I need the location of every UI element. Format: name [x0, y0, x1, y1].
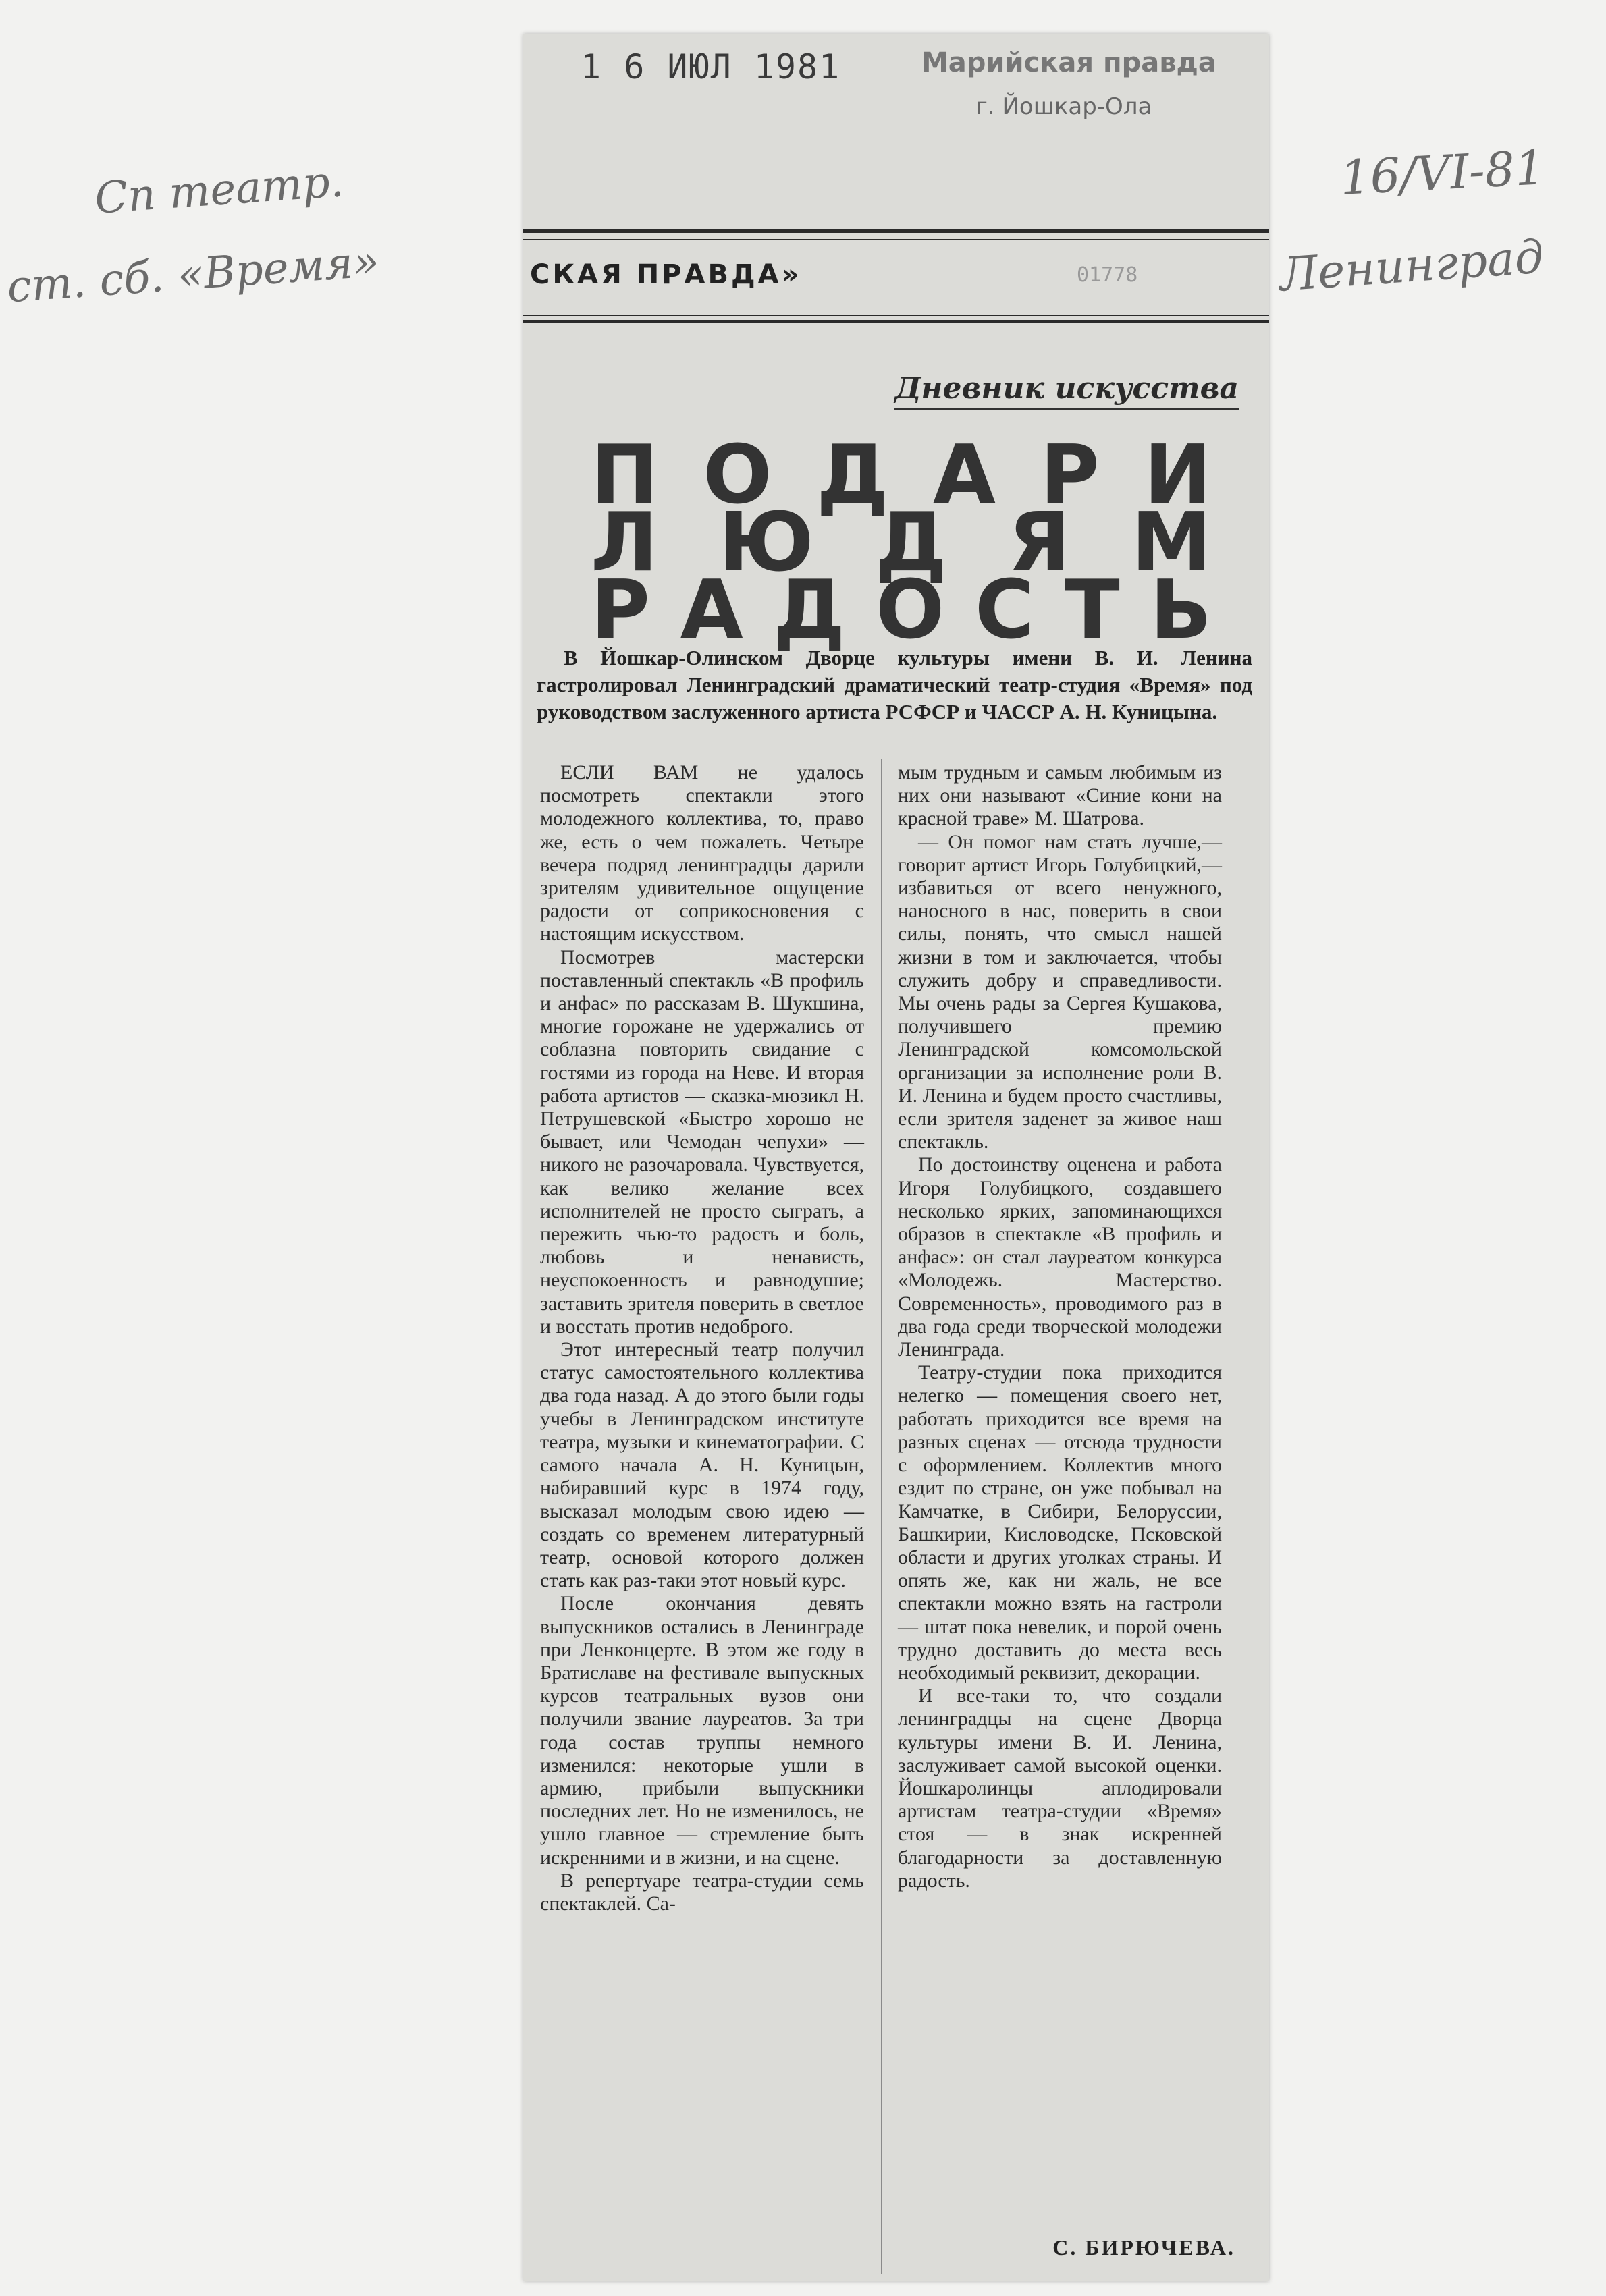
- handwritten-city-right: Ленинград: [1277, 230, 1546, 302]
- city-stamp: г. Йошкар-Ола: [975, 93, 1152, 120]
- handwritten-note-left-1: Сп театр.: [92, 157, 346, 224]
- article-column-right: [898, 761, 1222, 1892]
- paragraph: Театру-студии пока приходится нелегко — помещения своего нет, работать приходится все время на разных сценах — отсюда трудности с оформлением. Коллектив много ездит по стране, он уже побывал на Камчатке, в Сибири, Белоруссии, Башкирии, Кисловодске, Псковской области и других уголках страны. И опять же, как ни жаль, не все спектакли можно взять на гастроли — штат пока невелик, и порой очень трудно доставить до места весь необходимый реквизит, декорации.: [898, 1361, 1222, 1684]
- headline-line-2: Л Ю Д Я М: [591, 496, 1212, 590]
- paragraph: По достоинству оценена и работа Игоря Голубицкого, создавшего несколько ярких, запоминающихся образов в спектакле «В профиль и анфас»: он стал лауреатом конкурса «Молодежь. Мастерство. Современность», проводимого раз в два года среди творческой молодежи Ленинграда.: [898, 1153, 1222, 1361]
- newspaper-stamp: Марийская правда: [921, 47, 1216, 78]
- masthead-rule-top: [523, 229, 1269, 233]
- paragraph: мым трудным и самым любимым из них они называют «Синие кони на красной траве» М. Шатрова.: [898, 761, 1222, 830]
- rubric-label: Дневник искусства: [894, 371, 1239, 410]
- date-stamp: 1 6 ИЮЛ 1981: [581, 47, 841, 86]
- masthead-rule-bottom-thin: [523, 315, 1269, 316]
- masthead-title: СКАЯ ПРАВДА»: [530, 259, 802, 290]
- paragraph: Этот интересный театр получил статус самостоятельного коллектива два года назад. А до этого были годы учебы в Ленинградском институте театра, музыки и кинематографии. С самого начала А. Н. Куницын, набиравший курс в 1974 году, высказал молодым свою идею — создать со временем литературный театр, основой которого должен стать как раз-таки этот новый курс.: [540, 1338, 864, 1592]
- masthead-rule-bottom: [523, 320, 1269, 323]
- paragraph: ЕСЛИ ВАМ не удалось посмотреть спектакли этого молодежного коллектива, то, право же, есть о чем пожалеть. Четыре вечера подряд ленинградцы дарили зрителям удивительное ощущение радости от соприкосновения с настоящим искусством.: [540, 761, 864, 946]
- masthead-rule-top-thin: [523, 239, 1269, 240]
- paragraph: После окончания девять выпускников остались в Ленинграде при Ленконцерте. В этом же году в Братиславе на фестивале выпускных курсов театральных вузов они получили звание лауреатов. За три года состав труппы немного изменился: некоторые ушли в армию, прибыли выпускники последних лет. Но не изменилось, не ушло главное — стремление быть искренними и в жизни, и на сцене.: [540, 1592, 864, 1869]
- paragraph: — Он помог нам стать лучше,— говорит артист Игорь Голубицкий,— избавиться от всего ненужного, наносного в нас, поверить в свои силы, понять, что смысл нашей жизни в том и заключается, чтобы служить добру и справедливости. Мы очень рады за Сергея Кушакова, получившего премию Ленинградской комсомольской организации за исполнение роли В. И. Ленина и будем просто счастливы, если зрителя заденет за живое наш спектакль.: [898, 830, 1222, 1153]
- masthead: [523, 229, 1269, 331]
- article-column-left: [540, 761, 864, 1915]
- paragraph: И все-таки то, что создали ленинградцы на сцене Дворца культуры имени В. И. Ленина, заслуживает самой высокой оценки. Йошкаролинцы аплодировали артистам театра-студии «Время» стоя — в знак искренней благодарности за доставленную радость.: [898, 1685, 1222, 1892]
- headline-line-1: П О Д А Р И: [591, 429, 1212, 522]
- paragraph: Посмотрев мастерски поставленный спектакль «В профиль и анфас» по рассказам В. Шукшина, многие горожане не удержались от соблазна повторить свидание с гостями из города на Неве. И вторая работа артистов — сказка-мюзикл Н. Петрушевской «Быстро хорошо не бывает, или Чемодан чепухи» — никого не разочаровала. Чувствуется, как велико желание всех исполнителей не просто сыграть, а пережить чью-то радость и боль, любовь и ненависть, неуспокоенность и равнодушие; заставить зрителя поверить в светлое и восстать против недоброго.: [540, 946, 864, 1338]
- handwritten-date-right: 16/VI-81: [1339, 140, 1547, 206]
- newspaper-clipping: [523, 34, 1269, 2281]
- article-lead: В Йошкар-Олинском Дворце культуры имени В. И. Ленина гастролировал Ленинградский драматический театр-студия «Время» под руководством заслуженного артиста РСФСР и ЧАССР А. Н. Куницына.: [537, 646, 1252, 723]
- handwritten-note-left-2: ст. сб. «Время»: [5, 236, 381, 313]
- column-divider: [881, 759, 882, 2274]
- author-signature: С. БИРЮЧЕВА.: [1052, 2235, 1235, 2260]
- headline-line-3: Р А Д О С Т Ь: [591, 564, 1212, 657]
- paragraph: В репертуаре театра-студии семь спектаклей. Са-: [540, 1869, 864, 1915]
- masthead-number: 01778: [1077, 263, 1138, 287]
